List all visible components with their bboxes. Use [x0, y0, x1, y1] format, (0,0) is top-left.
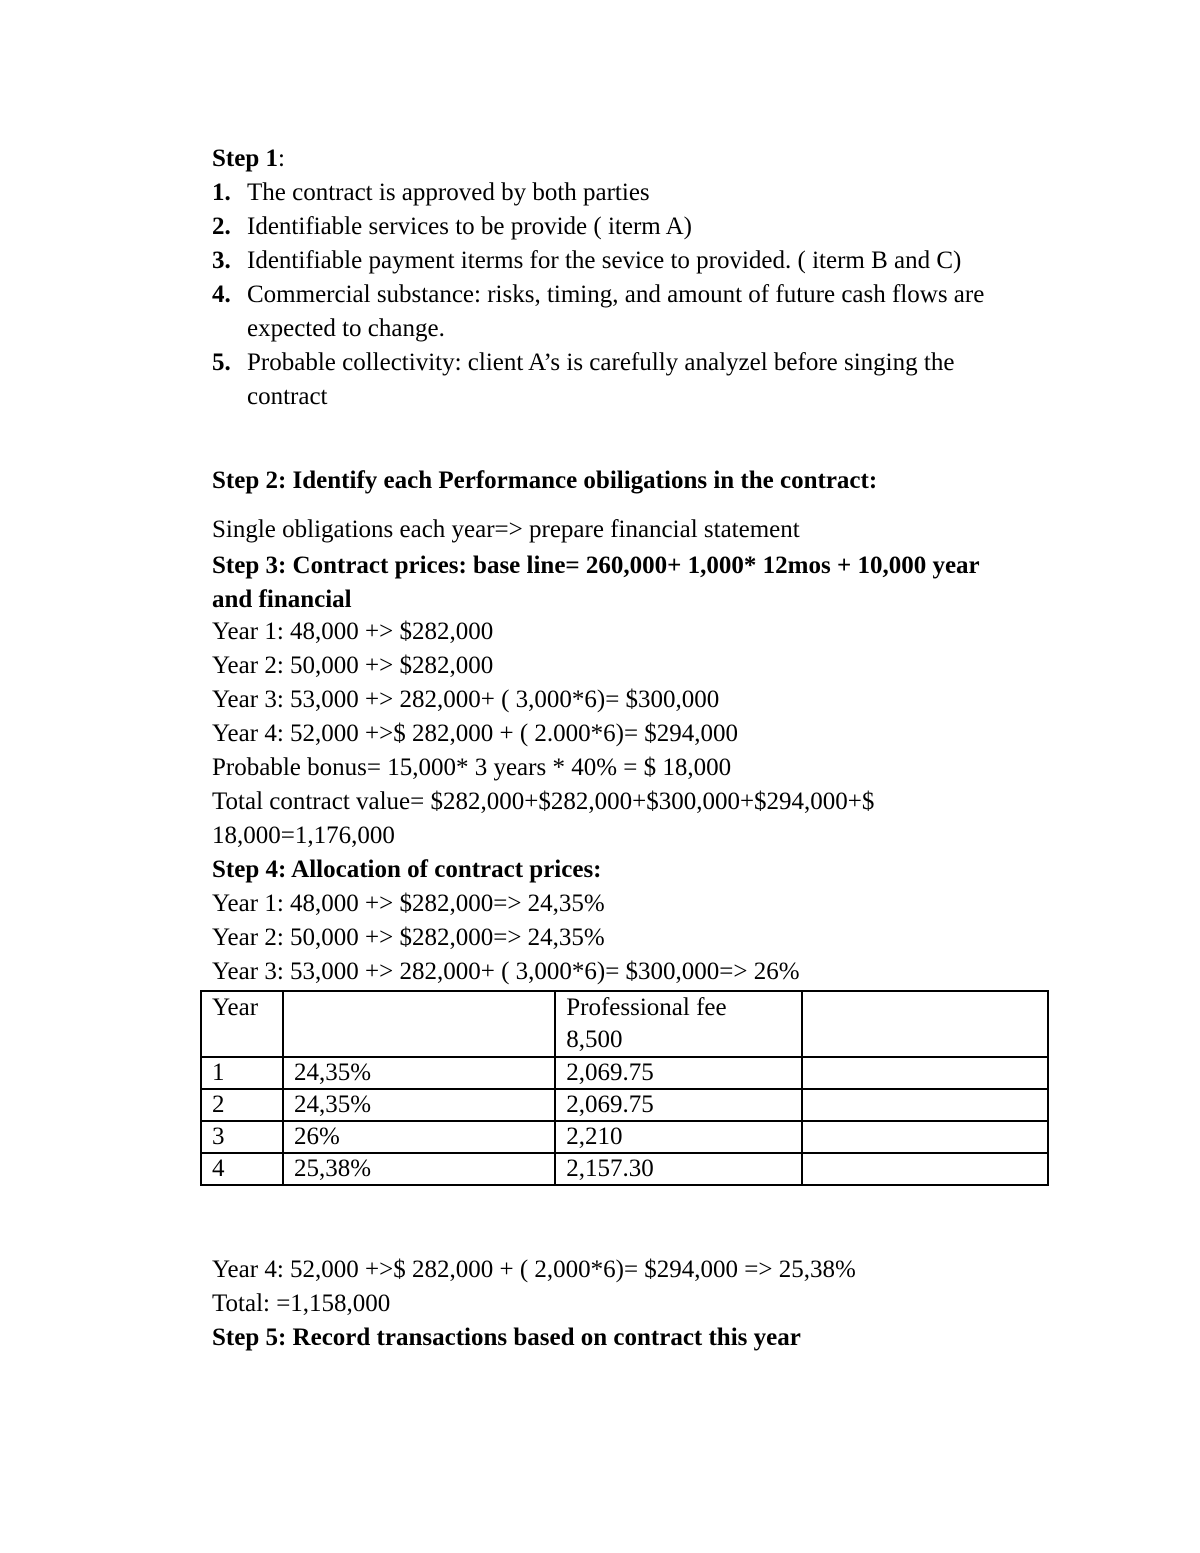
step1-item-2-number: 2.	[212, 213, 231, 240]
step3-heading-line2: and financial	[212, 586, 352, 613]
step3-line-bonus: Probable bonus= 15,000* 3 years * 40% = $ 18,000	[212, 754, 732, 781]
step2-text: Single obligations each year=> prepare financial statement	[212, 516, 800, 543]
step1-heading-label: Step 1	[212, 145, 278, 172]
cell-percent: 24,35%	[283, 1057, 555, 1089]
step3-line-year4: Year 4: 52,000 +>$ 282,000 + ( 2.000*6)= $294,000	[212, 720, 739, 747]
step3-line-total: Total contract value= $282,000+$282,000+$300,000+$294,000+$	[212, 788, 875, 815]
cell-year: 4	[201, 1153, 283, 1185]
cell-extra	[802, 1089, 1048, 1121]
cell-extra	[802, 1121, 1048, 1153]
step1-item-1-text: The contract is approved by both parties	[247, 179, 650, 206]
step4-line-year2: Year 2: 50,000 +> $282,000=> 24,35%	[212, 924, 605, 951]
header-empty-col2	[283, 991, 555, 1057]
header-professional-fee-amount: 8,500	[566, 1026, 623, 1053]
header-professional-fee	[555, 991, 802, 1057]
cell-year: 3	[201, 1121, 283, 1153]
table-row	[201, 1057, 1048, 1089]
step1-item-3-text: Identifiable payment iterms for the sevice to provided. ( iterm B and C)	[247, 247, 962, 274]
header-empty-col4	[802, 991, 1048, 1057]
step1-heading	[212, 142, 285, 176]
step1-item-4-continuation: expected to change.	[247, 315, 445, 342]
step3-heading-line1: Step 3: Contract prices: base line= 260,000+ 1,000* 12mos + 10,000 year	[212, 552, 980, 579]
table-row	[201, 1089, 1048, 1121]
step1-heading-colon: :	[277, 145, 285, 172]
step1-item-4-text: Commercial substance: risks, timing, and amount of future cash flows are	[247, 281, 985, 308]
cell-extra	[802, 1153, 1048, 1185]
step3-line-year3: Year 3: 53,000 +> 282,000+ ( 3,000*6)= $300,000	[212, 686, 720, 713]
cell-percent: 25,38%	[283, 1153, 555, 1185]
step5-heading: Step 5: Record transactions based on contract this year	[212, 1324, 801, 1351]
step1-item-5-text: Probable collectivity: client A’s is carefully analyzel before singing the	[247, 349, 955, 376]
cell-year: 2	[201, 1089, 283, 1121]
step4-heading: Step 4: Allocation of contract prices:	[212, 856, 602, 883]
step1-item-2-text: Identifiable services to be provide ( iterm A)	[247, 213, 692, 240]
allocation-table-header	[201, 991, 1048, 1057]
step4-line-year3: Year 3: 53,000 +> 282,000+ ( 3,000*6)= $300,000=> 26%	[212, 958, 800, 985]
step1-item-5-number: 5.	[212, 349, 231, 376]
step4-after-year4: Year 4: 52,000 +>$ 282,000 + ( 2,000*6)= $294,000 => 25,38%	[212, 1256, 856, 1283]
step1-item-1-number: 1.	[212, 179, 231, 206]
table-row	[201, 1153, 1048, 1185]
step3-line-year1: Year 1: 48,000 +> $282,000	[212, 618, 494, 645]
step4-after-total: Total: =1,158,000	[212, 1290, 391, 1317]
allocation-table	[200, 990, 1049, 1186]
cell-fee: 2,069.75	[555, 1057, 802, 1089]
step1-item-4-number: 4.	[212, 281, 231, 308]
step3-line-total-cont: 18,000=1,176,000	[212, 822, 395, 849]
step2-heading: Step 2: Identify each Performance obiligations in the contract:	[212, 467, 878, 494]
step1-item-3-number: 3.	[212, 247, 231, 274]
cell-percent: 26%	[283, 1121, 555, 1153]
step4-line-year1: Year 1: 48,000 +> $282,000=> 24,35%	[212, 890, 605, 917]
cell-fee: 2,157.30	[555, 1153, 802, 1185]
cell-year: 1	[201, 1057, 283, 1089]
step3-line-year2: Year 2: 50,000 +> $282,000	[212, 652, 494, 679]
header-year: Year	[201, 991, 283, 1057]
cell-fee: 2,210	[555, 1121, 802, 1153]
header-professional-fee-label: Professional fee	[566, 994, 727, 1021]
table-row	[201, 1121, 1048, 1153]
cell-percent: 24,35%	[283, 1089, 555, 1121]
cell-extra	[802, 1057, 1048, 1089]
step1-item-5-continuation: contract	[247, 383, 328, 410]
cell-fee: 2,069.75	[555, 1089, 802, 1121]
